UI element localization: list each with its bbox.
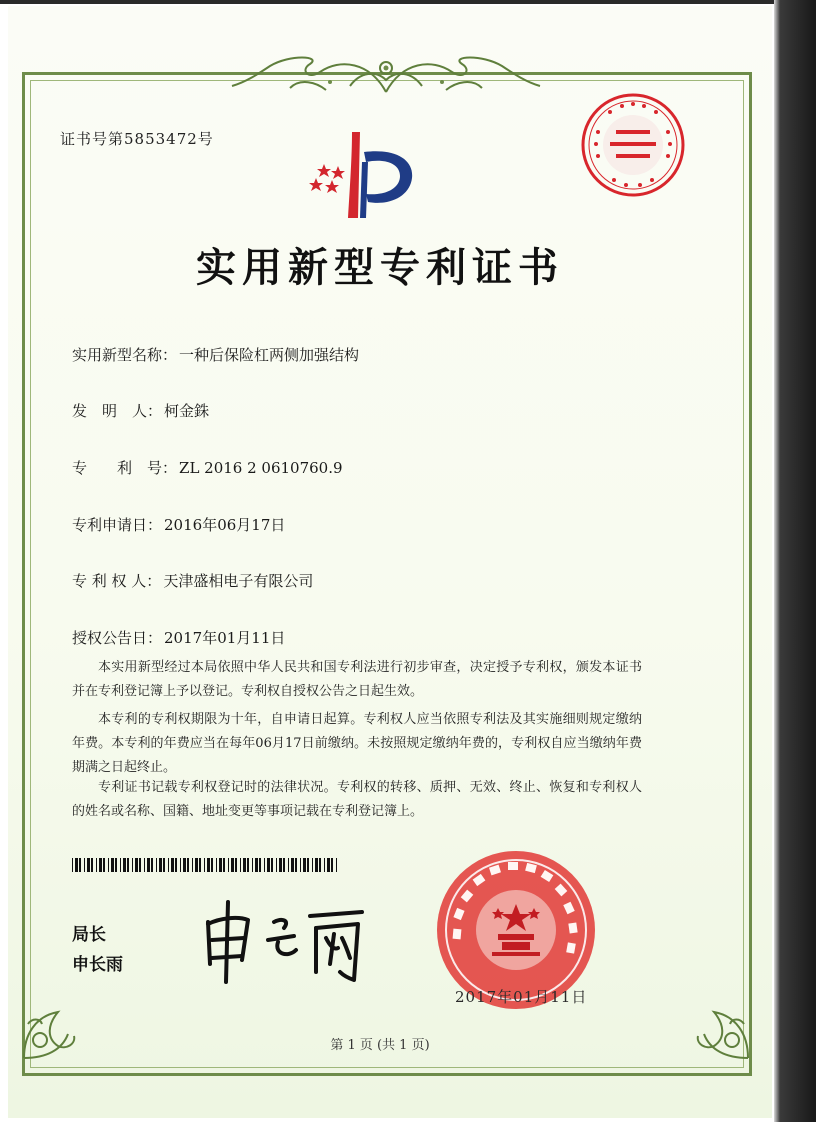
barcode-bar <box>204 858 205 872</box>
signatory-name: 申长雨 <box>72 955 123 975</box>
barcode-bar <box>75 858 78 872</box>
paragraph-legal-status: 专利证书记载专利权登记时的法律状况。专利权的转移、质押、无效、终止、恢复和专利权人的姓名或名称、国籍、地址变更等事项记载在专利登记簿上。 <box>72 780 642 819</box>
barcode-bar <box>72 858 73 872</box>
barcode-bar <box>291 858 294 872</box>
field-application-date <box>72 514 285 535</box>
barcode-bar <box>231 858 234 872</box>
field-label: 实用新型名称： <box>72 346 178 364</box>
barcode-bar <box>279 858 282 872</box>
field-value: 2017年01月11日 <box>164 629 286 647</box>
signatory-title: 局长 <box>72 925 106 945</box>
barcode-bar <box>144 858 145 872</box>
barcode-bar <box>79 858 81 872</box>
barcode-bar <box>108 858 109 872</box>
barcode-bar <box>327 858 330 872</box>
scan-edge <box>774 0 816 1122</box>
barcode-bar <box>159 858 162 872</box>
barcode-bar <box>319 858 321 872</box>
field-patentee <box>72 570 313 591</box>
barcode-bar <box>216 858 217 872</box>
field-label: 专 利 权 人： <box>72 572 162 590</box>
barcode-bar <box>111 858 114 872</box>
corner-ornament-right <box>684 994 754 1064</box>
barcode-bar <box>175 858 177 872</box>
barcode-bar <box>336 858 337 872</box>
barcode-bar <box>267 858 270 872</box>
paragraph-grant-statement: 本实用新型经过本局依照中华人民共和国专利法进行初步审查，决定授予专利权，颁发本证书并在专利登记簿上予以登记。专利权自授权公告之日起生效。 <box>72 660 642 699</box>
barcode-bar <box>223 858 225 872</box>
barcode-bar <box>295 858 297 872</box>
barcode-bar <box>96 858 97 872</box>
barcode-bar <box>168 858 169 872</box>
field-patent-number <box>72 457 343 478</box>
barcode-bar <box>324 858 325 872</box>
barcode-bar <box>84 858 85 872</box>
barcode-bar <box>211 858 213 872</box>
barcode-bar <box>271 858 273 872</box>
field-utility-model-name <box>72 344 359 365</box>
barcode-bar <box>243 858 246 872</box>
field-label: 授权公告日： <box>72 629 163 647</box>
barcode-bar <box>127 858 129 872</box>
barcode-bar <box>123 858 126 872</box>
barcode-bar <box>283 858 285 872</box>
field-value: 一种后保险杠两侧加强结构 <box>179 346 360 364</box>
field-value: 2016年06月17日 <box>164 516 286 534</box>
barcode-bar <box>156 858 157 872</box>
barcode-bar <box>252 858 253 872</box>
barcode-bar <box>288 858 289 872</box>
barcode-bar <box>331 858 333 872</box>
barcode-bar <box>235 858 237 872</box>
barcode-bar <box>219 858 222 872</box>
barcode-bar <box>87 858 90 872</box>
certificate-title: 实用新型专利证书 <box>196 244 564 291</box>
page-number: 第 1 页 (共 1 页) <box>330 1038 430 1053</box>
barcode-bar <box>120 858 121 872</box>
barcode-bar <box>147 858 150 872</box>
field-label: 专 利 号： <box>72 459 178 477</box>
barcode-bar <box>247 858 249 872</box>
field-grant-date <box>72 627 285 648</box>
patent-office-logo-icon <box>302 126 422 222</box>
paragraph-term-statement: 本专利的专利权期限为十年，自申请日起算。专利权人应当依照专利法及其实施细则规定缴纳年费。本专利的年费应当在每年06月17日前缴纳。未按照规定缴纳年费的，专利权自应当缴纳年费期满之日起终止。 <box>72 712 642 775</box>
handwritten-signature <box>198 894 368 984</box>
barcode-bar <box>240 858 241 872</box>
barcode <box>72 858 338 872</box>
field-label: 发 明 人： <box>72 402 163 420</box>
barcode-bar <box>151 858 153 872</box>
barcode-bar <box>132 858 133 872</box>
barcode-bar <box>135 858 138 872</box>
barcode-bar <box>195 858 198 872</box>
field-label: 专利申请日： <box>72 516 163 534</box>
barcode-bar <box>276 858 277 872</box>
barcode-bar <box>312 858 313 872</box>
barcode-bar <box>99 858 102 872</box>
barcode-bar <box>183 858 186 872</box>
barcode-bar <box>300 858 301 872</box>
field-value: ZL 2016 2 0610760.9 <box>179 459 343 477</box>
tax-stamp-seal <box>580 92 686 198</box>
field-value: 柯金銖 <box>164 402 210 420</box>
barcode-bar <box>199 858 201 872</box>
barcode-bar <box>171 858 174 872</box>
corner-ornament-left <box>18 994 88 1064</box>
top-ornament <box>230 52 542 100</box>
issue-date: 2017年01月11日 <box>455 988 588 1006</box>
scan-top-edge <box>0 0 774 4</box>
barcode-bar <box>255 858 258 872</box>
barcode-bar <box>163 858 165 872</box>
barcode-bar <box>264 858 265 872</box>
field-value: 天津盛相电子有限公司 <box>163 572 314 590</box>
barcode-bar <box>180 858 181 872</box>
barcode-bar <box>187 858 189 872</box>
barcode-bar <box>91 858 93 872</box>
barcode-bar <box>228 858 229 872</box>
barcode-bar <box>115 858 117 872</box>
barcode-bar <box>139 858 141 872</box>
barcode-bar <box>192 858 193 872</box>
barcode-bar <box>303 858 306 872</box>
barcode-bar <box>307 858 309 872</box>
certificate-number: 证书号第5853472号 <box>60 130 214 148</box>
field-inventor <box>72 400 209 421</box>
barcode-bar <box>259 858 261 872</box>
barcode-bar <box>103 858 105 872</box>
barcode-bar <box>315 858 318 872</box>
barcode-bar <box>207 858 210 872</box>
